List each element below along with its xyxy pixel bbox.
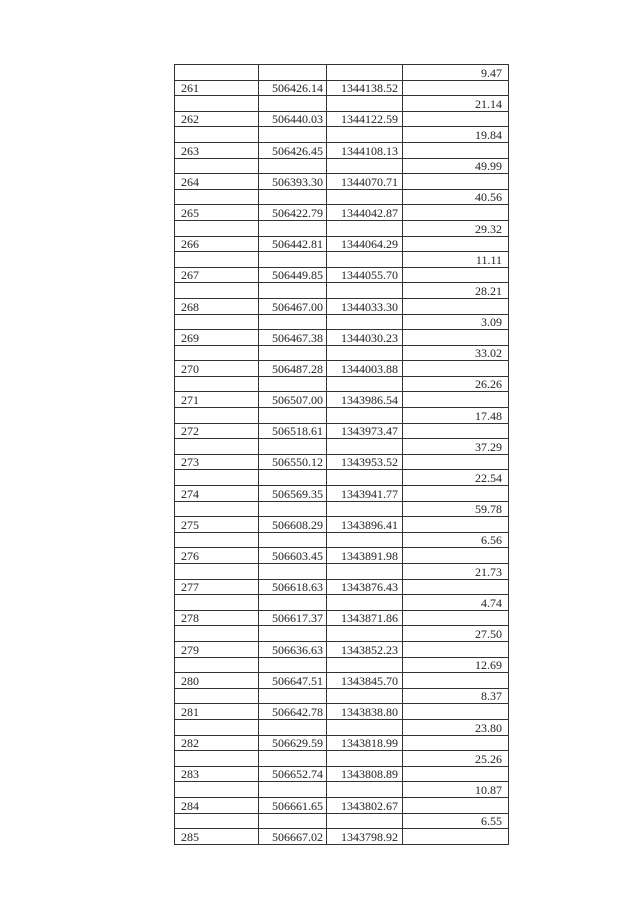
point-row: [175, 174, 509, 190]
empty-cell: [259, 751, 327, 767]
y-coordinate-cell: 1343891.98: [327, 548, 403, 564]
point-number-cell: 267: [175, 267, 259, 283]
empty-cell: [175, 564, 259, 580]
y-coordinate-cell: 1344003.88: [327, 361, 403, 377]
y-coordinate-cell: 1343818.99: [327, 735, 403, 751]
empty-cell: [259, 564, 327, 580]
empty-cell: [403, 236, 509, 252]
distance-row: [175, 470, 509, 486]
x-coordinate-cell: 506629.59: [259, 735, 327, 751]
point-number-cell: 269: [175, 330, 259, 346]
empty-cell: [403, 735, 509, 751]
empty-cell: [175, 688, 259, 704]
y-coordinate-cell: 1343852.23: [327, 641, 403, 657]
distance-cell: 29.32: [403, 220, 509, 236]
distance-cell: 59.78: [403, 501, 509, 517]
empty-cell: [259, 345, 327, 361]
distance-row: [175, 252, 509, 268]
point-row: [175, 236, 509, 252]
point-number-cell: 265: [175, 205, 259, 221]
x-coordinate-cell: 506507.00: [259, 392, 327, 408]
point-number-cell: 277: [175, 579, 259, 595]
empty-cell: [327, 345, 403, 361]
empty-cell: [327, 127, 403, 143]
point-row: [175, 267, 509, 283]
empty-cell: [259, 439, 327, 455]
x-coordinate-cell: 506647.51: [259, 673, 327, 689]
empty-cell: [327, 564, 403, 580]
distance-row: [175, 96, 509, 112]
x-coordinate-cell: 506393.30: [259, 174, 327, 190]
point-number-cell: 271: [175, 392, 259, 408]
point-number-cell: 261: [175, 80, 259, 96]
empty-cell: [403, 829, 509, 845]
empty-cell: [259, 470, 327, 486]
x-coordinate-cell: 506608.29: [259, 517, 327, 533]
point-row: [175, 392, 509, 408]
y-coordinate-cell: 1343871.86: [327, 610, 403, 626]
empty-cell: [259, 65, 327, 81]
distance-row: [175, 314, 509, 330]
empty-cell: [327, 470, 403, 486]
empty-cell: [327, 813, 403, 829]
distance-cell: 23.80: [403, 719, 509, 735]
empty-cell: [259, 782, 327, 798]
point-row: [175, 704, 509, 720]
y-coordinate-cell: 1344030.23: [327, 330, 403, 346]
point-row: [175, 454, 509, 470]
distance-row: [175, 158, 509, 174]
empty-cell: [403, 673, 509, 689]
y-coordinate-cell: 1344122.59: [327, 111, 403, 127]
point-row: [175, 330, 509, 346]
empty-cell: [175, 626, 259, 642]
x-coordinate-cell: 506449.85: [259, 267, 327, 283]
point-number-cell: 283: [175, 766, 259, 782]
distance-row: [175, 189, 509, 205]
empty-cell: [327, 688, 403, 704]
point-number-cell: 266: [175, 236, 259, 252]
point-number-cell: 268: [175, 298, 259, 314]
x-coordinate-cell: 506426.45: [259, 142, 327, 158]
point-row: [175, 673, 509, 689]
x-coordinate-cell: 506440.03: [259, 111, 327, 127]
empty-cell: [403, 454, 509, 470]
point-number-cell: 275: [175, 517, 259, 533]
empty-cell: [403, 80, 509, 96]
point-number-cell: 285: [175, 829, 259, 845]
empty-cell: [175, 470, 259, 486]
point-row: [175, 423, 509, 439]
empty-cell: [403, 517, 509, 533]
empty-cell: [175, 782, 259, 798]
distance-cell: 27.50: [403, 626, 509, 642]
empty-cell: [327, 376, 403, 392]
point-number-cell: 270: [175, 361, 259, 377]
point-number-cell: 280: [175, 673, 259, 689]
empty-cell: [175, 376, 259, 392]
distance-cell: 8.37: [403, 688, 509, 704]
y-coordinate-cell: 1344064.29: [327, 236, 403, 252]
empty-cell: [175, 439, 259, 455]
y-coordinate-cell: 1343845.70: [327, 673, 403, 689]
point-row: [175, 517, 509, 533]
distance-row: [175, 220, 509, 236]
y-coordinate-cell: 1343953.52: [327, 454, 403, 470]
point-row: [175, 735, 509, 751]
empty-cell: [175, 189, 259, 205]
empty-cell: [327, 283, 403, 299]
point-number-cell: 263: [175, 142, 259, 158]
point-row: [175, 829, 509, 845]
empty-cell: [175, 595, 259, 611]
empty-cell: [403, 766, 509, 782]
empty-cell: [403, 361, 509, 377]
distance-row: [175, 688, 509, 704]
distance-cell: 37.29: [403, 439, 509, 455]
point-number-cell: 279: [175, 641, 259, 657]
x-coordinate-cell: 506426.14: [259, 80, 327, 96]
empty-cell: [403, 641, 509, 657]
empty-cell: [259, 626, 327, 642]
empty-cell: [403, 298, 509, 314]
empty-cell: [403, 423, 509, 439]
empty-cell: [175, 751, 259, 767]
y-coordinate-cell: 1343798.92: [327, 829, 403, 845]
point-row: [175, 111, 509, 127]
distance-cell: 6.55: [403, 813, 509, 829]
x-coordinate-cell: 506661.65: [259, 797, 327, 813]
empty-cell: [175, 96, 259, 112]
distance-row: [175, 595, 509, 611]
empty-cell: [259, 719, 327, 735]
distance-row: [175, 532, 509, 548]
empty-cell: [327, 65, 403, 81]
y-coordinate-cell: 1344138.52: [327, 80, 403, 96]
distance-cell: 49.99: [403, 158, 509, 174]
x-coordinate-cell: 506652.74: [259, 766, 327, 782]
y-coordinate-cell: 1343986.54: [327, 392, 403, 408]
distance-cell: 19.84: [403, 127, 509, 143]
empty-cell: [259, 189, 327, 205]
x-coordinate-cell: 506603.45: [259, 548, 327, 564]
distance-row: [175, 719, 509, 735]
empty-cell: [403, 610, 509, 626]
empty-cell: [175, 314, 259, 330]
distance-row: [175, 782, 509, 798]
y-coordinate-cell: 1344042.87: [327, 205, 403, 221]
point-number-cell: 273: [175, 454, 259, 470]
distance-row: [175, 376, 509, 392]
empty-cell: [259, 158, 327, 174]
coordinate-table: [174, 64, 509, 845]
empty-cell: [327, 408, 403, 424]
distance-row: [175, 626, 509, 642]
point-row: [175, 142, 509, 158]
distance-row: [175, 564, 509, 580]
empty-cell: [403, 579, 509, 595]
point-row: [175, 298, 509, 314]
empty-cell: [327, 657, 403, 673]
distance-cell: 21.73: [403, 564, 509, 580]
empty-cell: [175, 408, 259, 424]
empty-cell: [259, 96, 327, 112]
empty-cell: [327, 314, 403, 330]
point-row: [175, 486, 509, 502]
empty-cell: [403, 330, 509, 346]
x-coordinate-cell: 506636.63: [259, 641, 327, 657]
point-row: [175, 641, 509, 657]
empty-cell: [327, 252, 403, 268]
empty-cell: [327, 158, 403, 174]
empty-cell: [175, 532, 259, 548]
distance-row: [175, 751, 509, 767]
point-number-cell: 281: [175, 704, 259, 720]
distance-row: [175, 283, 509, 299]
empty-cell: [175, 127, 259, 143]
empty-cell: [259, 657, 327, 673]
empty-cell: [259, 501, 327, 517]
distance-cell: 22.54: [403, 470, 509, 486]
distance-row: [175, 345, 509, 361]
empty-cell: [403, 205, 509, 221]
y-coordinate-cell: 1343876.43: [327, 579, 403, 595]
empty-cell: [259, 532, 327, 548]
x-coordinate-cell: 506569.35: [259, 486, 327, 502]
distance-cell: 10.87: [403, 782, 509, 798]
empty-cell: [175, 252, 259, 268]
y-coordinate-cell: 1343896.41: [327, 517, 403, 533]
distance-cell: 9.47: [403, 65, 509, 81]
empty-cell: [327, 532, 403, 548]
empty-cell: [327, 220, 403, 236]
empty-cell: [175, 220, 259, 236]
distance-cell: 17.48: [403, 408, 509, 424]
empty-cell: [403, 267, 509, 283]
empty-cell: [403, 548, 509, 564]
point-number-cell: 274: [175, 486, 259, 502]
point-row: [175, 205, 509, 221]
empty-cell: [175, 345, 259, 361]
distance-cell: 28.21: [403, 283, 509, 299]
empty-cell: [175, 719, 259, 735]
distance-row: [175, 65, 509, 81]
y-coordinate-cell: 1343802.67: [327, 797, 403, 813]
empty-cell: [403, 174, 509, 190]
distance-cell: 25.26: [403, 751, 509, 767]
point-row: [175, 361, 509, 377]
empty-cell: [403, 704, 509, 720]
empty-cell: [175, 158, 259, 174]
empty-cell: [259, 688, 327, 704]
distance-cell: 33.02: [403, 345, 509, 361]
empty-cell: [403, 486, 509, 502]
empty-cell: [327, 751, 403, 767]
empty-cell: [403, 111, 509, 127]
y-coordinate-cell: 1344033.30: [327, 298, 403, 314]
y-coordinate-cell: 1344055.70: [327, 267, 403, 283]
empty-cell: [259, 283, 327, 299]
distance-row: [175, 408, 509, 424]
distance-row: [175, 127, 509, 143]
empty-cell: [259, 314, 327, 330]
empty-cell: [327, 501, 403, 517]
empty-cell: [175, 657, 259, 673]
empty-cell: [403, 142, 509, 158]
point-number-cell: 262: [175, 111, 259, 127]
distance-row: [175, 501, 509, 517]
point-row: [175, 579, 509, 595]
empty-cell: [327, 595, 403, 611]
point-number-cell: 264: [175, 174, 259, 190]
distance-cell: 12.69: [403, 657, 509, 673]
x-coordinate-cell: 506617.37: [259, 610, 327, 626]
x-coordinate-cell: 506618.63: [259, 579, 327, 595]
distance-row: [175, 439, 509, 455]
empty-cell: [259, 127, 327, 143]
distance-row: [175, 657, 509, 673]
empty-cell: [259, 813, 327, 829]
point-row: [175, 766, 509, 782]
x-coordinate-cell: 506518.61: [259, 423, 327, 439]
point-row: [175, 548, 509, 564]
distance-cell: 6.56: [403, 532, 509, 548]
point-number-cell: 284: [175, 797, 259, 813]
empty-cell: [259, 220, 327, 236]
y-coordinate-cell: 1344108.13: [327, 142, 403, 158]
empty-cell: [327, 626, 403, 642]
y-coordinate-cell: 1343941.77: [327, 486, 403, 502]
empty-cell: [259, 252, 327, 268]
empty-cell: [403, 797, 509, 813]
y-coordinate-cell: 1343808.89: [327, 766, 403, 782]
point-row: [175, 610, 509, 626]
empty-cell: [403, 392, 509, 408]
point-number-cell: 278: [175, 610, 259, 626]
point-number-cell: 272: [175, 423, 259, 439]
x-coordinate-cell: 506442.81: [259, 236, 327, 252]
empty-cell: [259, 595, 327, 611]
empty-cell: [259, 408, 327, 424]
x-coordinate-cell: 506642.78: [259, 704, 327, 720]
distance-cell: 21.14: [403, 96, 509, 112]
distance-cell: 11.11: [403, 252, 509, 268]
y-coordinate-cell: 1343973.47: [327, 423, 403, 439]
empty-cell: [327, 719, 403, 735]
empty-cell: [327, 439, 403, 455]
distance-row: [175, 813, 509, 829]
x-coordinate-cell: 506487.28: [259, 361, 327, 377]
empty-cell: [175, 501, 259, 517]
y-coordinate-cell: 1344070.71: [327, 174, 403, 190]
empty-cell: [175, 283, 259, 299]
point-number-cell: 276: [175, 548, 259, 564]
empty-cell: [175, 65, 259, 81]
x-coordinate-cell: 506467.38: [259, 330, 327, 346]
distance-cell: 3.09: [403, 314, 509, 330]
y-coordinate-cell: 1343838.80: [327, 704, 403, 720]
point-number-cell: 282: [175, 735, 259, 751]
point-row: [175, 797, 509, 813]
empty-cell: [175, 813, 259, 829]
x-coordinate-cell: 506667.02: [259, 829, 327, 845]
empty-cell: [327, 782, 403, 798]
point-row: [175, 80, 509, 96]
empty-cell: [327, 189, 403, 205]
x-coordinate-cell: 506550.12: [259, 454, 327, 470]
distance-cell: 26.26: [403, 376, 509, 392]
empty-cell: [327, 96, 403, 112]
empty-cell: [259, 376, 327, 392]
distance-cell: 4.74: [403, 595, 509, 611]
x-coordinate-cell: 506467.00: [259, 298, 327, 314]
coordinate-table-body: [175, 65, 509, 845]
distance-cell: 40.56: [403, 189, 509, 205]
x-coordinate-cell: 506422.79: [259, 205, 327, 221]
